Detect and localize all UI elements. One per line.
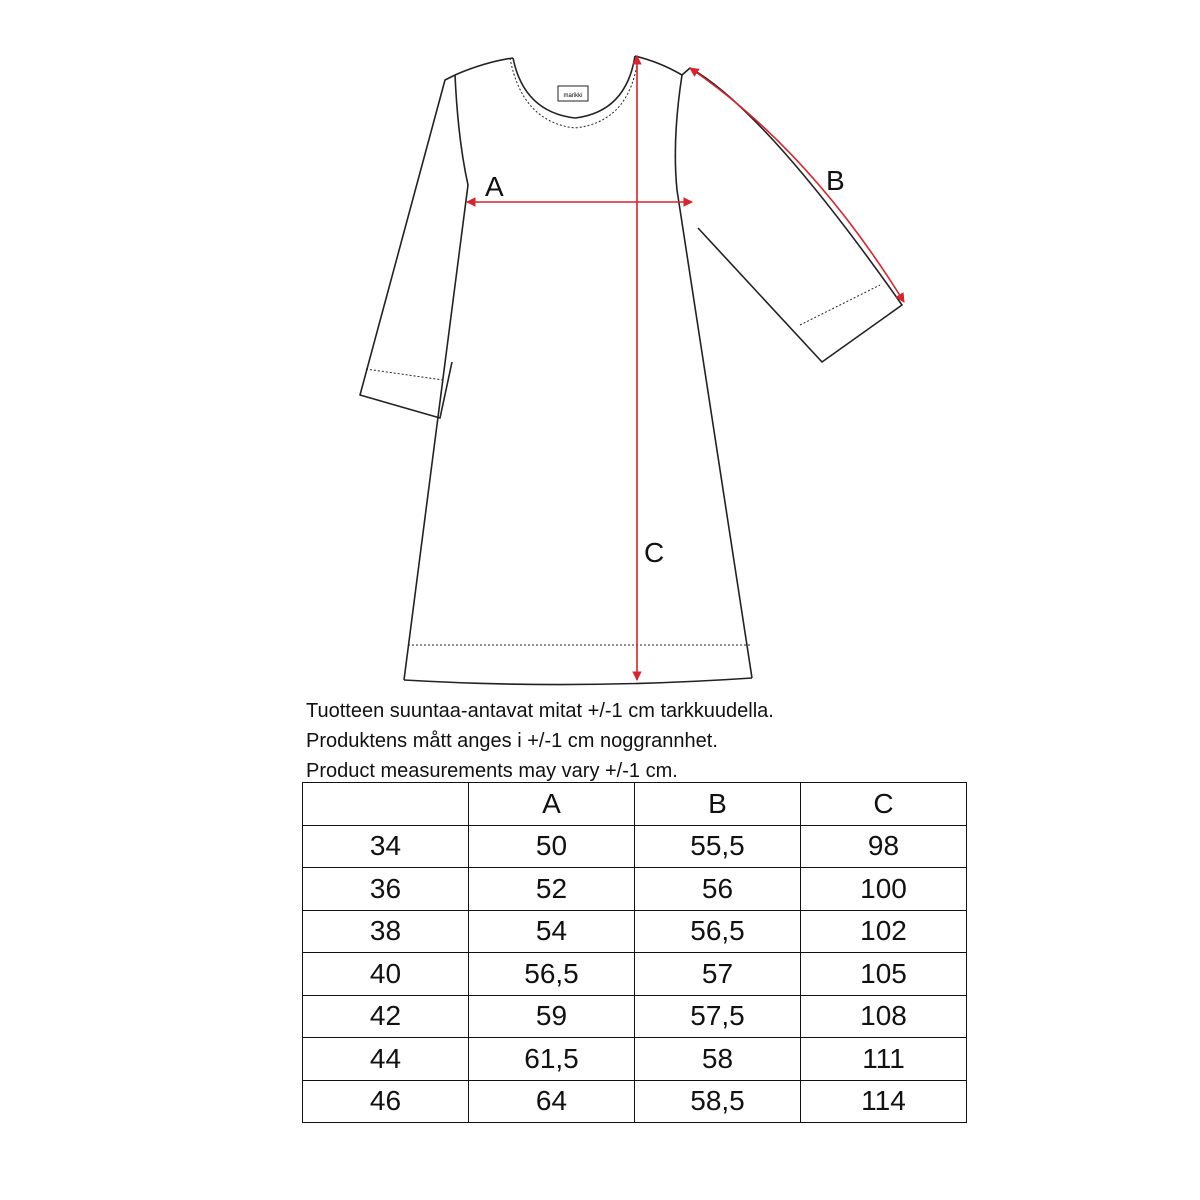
table-row bbox=[303, 868, 967, 911]
table-cell: 58,5 bbox=[635, 1080, 801, 1123]
table-header-cell: B bbox=[635, 783, 801, 826]
size-table bbox=[302, 782, 967, 1123]
note-finnish: Tuotteen suuntaa-antavat mitat +/-1 cm tarkkuudella. bbox=[306, 700, 774, 722]
size-cell: 36 bbox=[303, 868, 469, 911]
table-cell: 50 bbox=[469, 825, 635, 868]
table-header-cell bbox=[303, 783, 469, 826]
brand-tag-text: marikki bbox=[563, 93, 583, 99]
table-cell: 98 bbox=[801, 825, 967, 868]
table-cell: 54 bbox=[469, 910, 635, 953]
table-header-row bbox=[303, 783, 967, 826]
size-cell: 38 bbox=[303, 910, 469, 953]
label-b: B bbox=[826, 165, 845, 196]
table-cell: 56,5 bbox=[469, 953, 635, 996]
table-cell: 100 bbox=[801, 868, 967, 911]
right-shoulder bbox=[635, 56, 682, 75]
table-cell: 58 bbox=[635, 1038, 801, 1081]
size-cell: 34 bbox=[303, 825, 469, 868]
table-cell: 61,5 bbox=[469, 1038, 635, 1081]
left-sleeve-stitch bbox=[366, 369, 443, 380]
table-cell: 111 bbox=[801, 1038, 967, 1081]
left-body bbox=[404, 75, 468, 680]
table-header-cell: C bbox=[801, 783, 967, 826]
label-a: A bbox=[485, 171, 504, 202]
table-cell: 108 bbox=[801, 995, 967, 1038]
hem bbox=[404, 678, 752, 685]
right-sleeve bbox=[682, 68, 902, 362]
right-sleeve-stitch bbox=[800, 285, 880, 325]
right-body bbox=[675, 75, 752, 678]
dress-outline bbox=[360, 56, 902, 685]
table-cell: 114 bbox=[801, 1080, 967, 1123]
table-cell: 59 bbox=[469, 995, 635, 1038]
table-row bbox=[303, 953, 967, 996]
table-cell: 56 bbox=[635, 868, 801, 911]
size-cell: 42 bbox=[303, 995, 469, 1038]
table-row bbox=[303, 1080, 967, 1123]
size-cell: 46 bbox=[303, 1080, 469, 1123]
table-cell: 56,5 bbox=[635, 910, 801, 953]
table-row bbox=[303, 910, 967, 953]
table-cell: 52 bbox=[469, 868, 635, 911]
label-c: C bbox=[644, 537, 665, 568]
left-sleeve bbox=[360, 75, 455, 418]
table-row bbox=[303, 825, 967, 868]
brand-tag bbox=[558, 86, 588, 101]
measurement-notes bbox=[306, 696, 774, 786]
size-cell: 40 bbox=[303, 953, 469, 996]
table-row bbox=[303, 995, 967, 1038]
table-cell: 105 bbox=[801, 953, 967, 996]
table-cell: 55,5 bbox=[635, 825, 801, 868]
table-cell: 57 bbox=[635, 953, 801, 996]
size-cell: 44 bbox=[303, 1038, 469, 1081]
table-row bbox=[303, 1038, 967, 1081]
table-cell: 102 bbox=[801, 910, 967, 953]
table-cell: 64 bbox=[469, 1080, 635, 1123]
measure-b-arrow bbox=[690, 68, 904, 302]
note-swedish: Produktens mått anges i +/-1 cm noggrannhet. bbox=[306, 730, 718, 752]
table-header-cell: A bbox=[469, 783, 635, 826]
table-cell: 57,5 bbox=[635, 995, 801, 1038]
note-english: Product measurements may vary +/-1 cm. bbox=[306, 760, 678, 782]
left-shoulder bbox=[455, 58, 513, 75]
